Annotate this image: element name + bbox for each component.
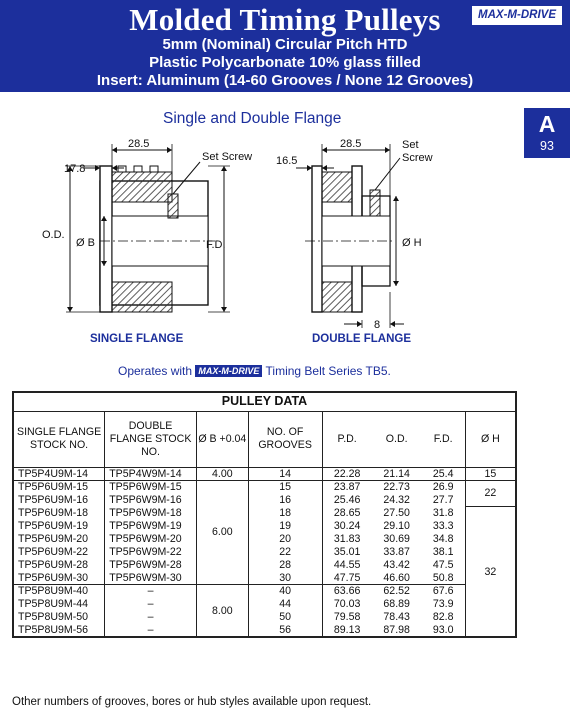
cell-fd: 38.1	[432, 545, 454, 558]
cell-od: 87.98	[383, 623, 410, 636]
cell-fd: 31.8	[432, 506, 454, 519]
cell-od: 29.10	[383, 519, 410, 532]
cell-pd: 23.87	[322, 481, 372, 494]
cell-fd: 47.5	[432, 558, 454, 571]
table-row	[13, 598, 516, 611]
operates-brand-logo: MAX-M-DRIVE	[195, 365, 262, 377]
subtitle-pitch: 5mm (Nominal) Circular Pitch HTD	[162, 36, 408, 53]
col-grooves: NO. OF GROOVES	[248, 411, 322, 467]
single-offset-dim: 17.8	[64, 163, 86, 175]
double-screw-label: Screw	[402, 152, 433, 164]
cell-fd: 33.3	[432, 519, 454, 532]
cell-od: 78.43	[383, 611, 410, 624]
cell-double: TP5P6W9M-20	[105, 533, 197, 546]
cell-grooves: 28	[248, 559, 322, 572]
cell-od: 46.60	[383, 571, 410, 584]
single-flange-drawing	[42, 138, 252, 345]
single-fd-label: F.D.	[206, 239, 226, 251]
tab-letter: A	[538, 111, 556, 137]
col-bore: Ø B +0.04	[196, 411, 248, 467]
table-caption: PULLEY DATA	[13, 392, 516, 411]
cell-od: 22.73	[372, 481, 422, 494]
cell-single: TP5P8U9M-50	[18, 611, 89, 624]
cell-od: 30.69	[383, 532, 410, 545]
single-width-dim: 28.5	[128, 138, 150, 150]
cell-double: TP5P6W9M-22	[105, 546, 197, 559]
cell-single: TP5P8U9M-40	[13, 585, 105, 598]
double-set-label: Set	[402, 139, 419, 151]
cell-pd: 63.66	[322, 585, 372, 598]
cell-grooves: 20	[248, 533, 322, 546]
page-title: Molded Timing Pulleys	[129, 2, 441, 37]
cell-double: –	[105, 585, 197, 598]
cell-pd: 44.55	[322, 559, 372, 572]
cell-pd: 47.75	[322, 572, 372, 585]
single-flange-caption: SINGLE FLANGE	[90, 333, 184, 345]
cell-grooves: 44	[248, 598, 322, 611]
cell-hub: 32	[465, 507, 516, 638]
cell-grooves: 22	[248, 546, 322, 559]
cell-fd: 26.9	[422, 481, 466, 494]
cell-single: TP5P8U9M-56	[18, 623, 89, 636]
cell-bore: 8.00	[196, 585, 248, 638]
cell-od: 68.89	[383, 598, 410, 611]
cell-single: TP5P6U9M-20	[18, 532, 89, 545]
cell-pd: 70.03	[322, 598, 372, 611]
cell-double: TP5P6W9M-15	[105, 481, 197, 494]
brand-logo: MAX-M-DRIVE	[472, 6, 562, 25]
cell-fd: 82.8	[432, 611, 454, 624]
cell-single: TP5P6U9M-28	[18, 558, 89, 571]
cell-pd: 35.01	[322, 546, 372, 559]
double-flange-caption: DOUBLE FLANGE	[312, 333, 412, 345]
cell-double: TP5P6W9M-30	[105, 572, 197, 585]
single-od-label: O.D.	[42, 229, 65, 241]
cell-single: TP5P6U9M-22	[18, 545, 89, 558]
cell-bore: 4.00	[196, 467, 248, 481]
double-width-dim: 28.5	[340, 138, 362, 150]
operates-with-note	[118, 364, 391, 378]
cell-od: 62.52	[372, 585, 422, 598]
cell-fd: 93.0	[432, 623, 454, 636]
subtitle-material: Plastic Polycarbonate 10% glass filled	[149, 54, 421, 71]
cell-single: TP5P4U9M-14	[18, 467, 89, 480]
operates-prefix: Operates with	[118, 364, 193, 378]
subtitle-insert: Insert: Aluminum (14-60 Grooves / None 12 Grooves)	[96, 72, 474, 89]
pulley-drawings	[0, 132, 524, 362]
cell-fd: 27.7	[432, 493, 454, 506]
cell-double: –	[105, 624, 197, 638]
cell-pd: 79.58	[322, 611, 372, 624]
table-row	[13, 507, 516, 520]
col-fd: F.D.	[422, 411, 466, 467]
table-row	[13, 559, 516, 572]
table-row	[13, 533, 516, 546]
cell-single: TP5P6U9M-16	[18, 493, 89, 506]
cell-od: 27.50	[383, 506, 410, 519]
table-row	[13, 520, 516, 533]
cell-od: 21.14	[383, 467, 410, 480]
cell-grooves: 40	[248, 585, 322, 598]
cell-double: TP5P6W9M-28	[105, 559, 197, 572]
cell-double: TP5P6W9M-18	[105, 507, 197, 520]
cell-double: TP5P6W9M-16	[105, 494, 197, 507]
cell-hub: 15	[465, 467, 516, 481]
cell-grooves: 19	[248, 520, 322, 533]
double-hub-length-dim: 8	[374, 319, 381, 331]
cell-fd: 25.4	[432, 467, 454, 480]
cell-grooves: 18	[248, 507, 322, 520]
table-row	[13, 546, 516, 559]
header-banner	[0, 0, 570, 92]
table-row	[13, 611, 516, 624]
cell-grooves: 14	[248, 467, 322, 481]
table-row	[13, 494, 516, 507]
tab-page-number: 93	[540, 139, 554, 153]
cell-double: –	[105, 611, 197, 624]
cell-double: TP5P6W9M-19	[105, 520, 197, 533]
cell-pd: 30.24	[322, 520, 372, 533]
cell-grooves: 30	[248, 572, 322, 585]
cell-od: 33.87	[383, 545, 410, 558]
cell-od: 24.32	[383, 493, 410, 506]
footnote: Other numbers of grooves, bores or hub styles available upon request.	[12, 696, 372, 708]
cell-fd: 73.9	[432, 598, 454, 611]
cell-pd: 31.83	[322, 533, 372, 546]
cell-grooves: 15	[248, 481, 322, 494]
table-row	[13, 624, 516, 638]
cell-grooves: 56	[248, 624, 322, 638]
col-pd: P.D.	[322, 411, 372, 467]
cell-pd: 28.65	[322, 507, 372, 520]
col-od: O.D.	[372, 411, 422, 467]
section-title: Single and Double Flange	[163, 110, 342, 127]
cell-single: TP5P6U9M-18	[18, 506, 89, 519]
cell-fd: 50.8	[432, 571, 454, 584]
cell-bore: 6.00	[196, 481, 248, 585]
cell-pd: 22.28	[322, 467, 372, 481]
col-single-flange: SINGLE FLANGE STOCK NO.	[13, 411, 105, 467]
col-hub: Ø H	[465, 411, 516, 467]
cell-single: TP5P6U9M-19	[18, 519, 89, 532]
cell-grooves: 50	[248, 611, 322, 624]
col-double-flange: DOUBLE FLANGE STOCK NO.	[105, 411, 197, 467]
cell-hub: 22	[465, 481, 516, 507]
cell-double: –	[105, 598, 197, 611]
cell-od: 43.42	[383, 558, 410, 571]
operates-suffix: Timing Belt Series TB5.	[265, 364, 391, 378]
cell-grooves: 16	[248, 494, 322, 507]
table-row	[13, 467, 516, 481]
table-row	[13, 585, 516, 598]
cell-pd: 25.46	[322, 494, 372, 507]
single-bore-label: Ø B	[76, 237, 95, 249]
cell-single: TP5P6U9M-15	[13, 481, 105, 494]
pulley-data-table	[12, 391, 517, 638]
cell-fd: 67.6	[422, 585, 466, 598]
double-hub-label: Ø H	[402, 237, 422, 249]
double-offset-dim: 16.5	[276, 155, 298, 167]
catalog-tab	[524, 108, 570, 158]
table-row	[13, 481, 516, 494]
cell-single: TP5P8U9M-44	[18, 598, 89, 611]
single-set-screw-label: Set Screw	[202, 151, 253, 163]
cell-single: TP5P6U9M-30	[18, 571, 89, 584]
table-row	[13, 572, 516, 585]
cell-pd: 89.13	[322, 624, 372, 638]
cell-double: TP5P4W9M-14	[105, 467, 197, 481]
cell-fd: 34.8	[432, 532, 454, 545]
double-flange-drawing	[276, 138, 433, 345]
